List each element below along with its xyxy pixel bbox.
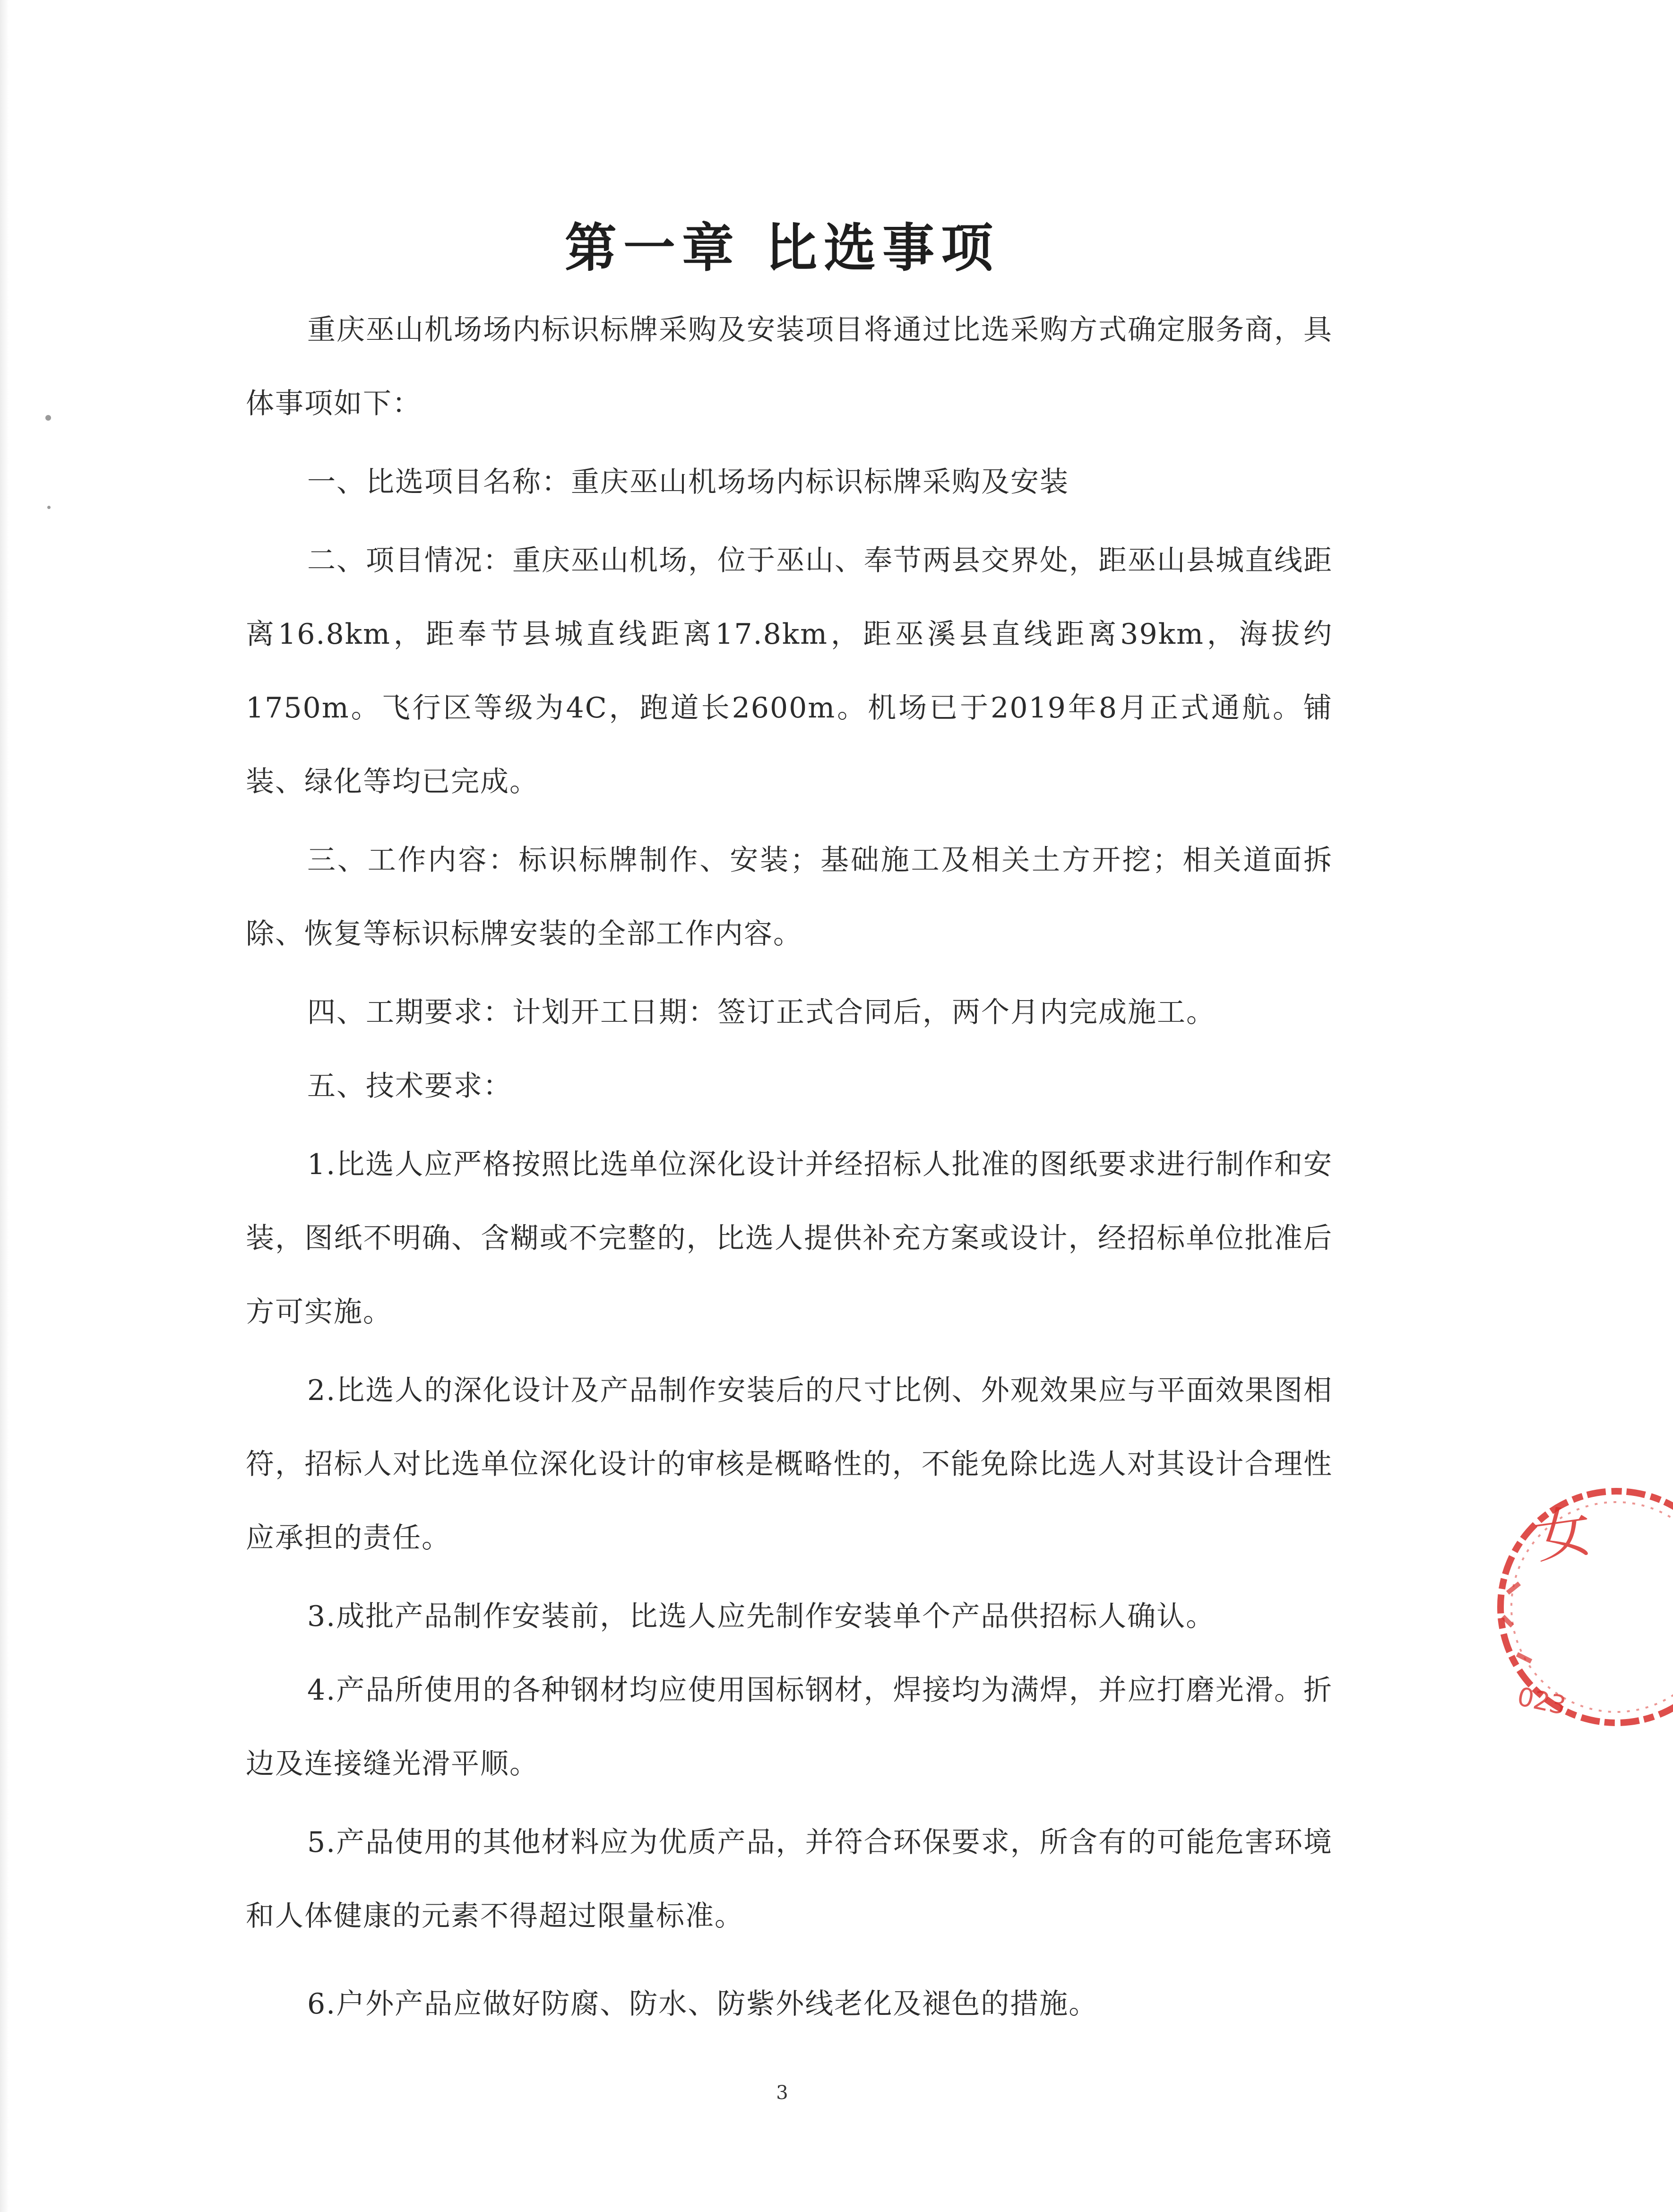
- paragraph-work-content: 三、工作内容：标识标牌制作、安装；基础施工及相关土方开挖；相关道面拆除、恢复等标识标牌安装的全部工作内容。: [246, 844, 1333, 950]
- stamp-code: 023: [1515, 1681, 1569, 1721]
- paragraph-tech-3: 3.成批产品制作安装前，比选人应先制作安装单个产品供招标人确认。: [307, 1600, 1216, 1633]
- paragraph-project-info: 二、项目情况：重庆巫山机场，位于巫山、奉节两县交界处，距巫山县城直线距离16.8km，距奉节县城直线距离17.8km，距巫溪县直线距离39km，海拔约1750m。飞行区等级为4C，跑道长2600m。机场已于2019年8月正式通航。铺装、绿化等均已完成。: [246, 544, 1333, 798]
- scan-left-edge: [0, 0, 9, 2212]
- paragraph-tech-4: 4.产品所使用的各种钢材均应使用国标钢材，焊接均为满焊，并应打磨光滑。折边及连接缝光滑平顺。: [246, 1674, 1333, 1780]
- page-number: 3: [776, 2082, 788, 2104]
- scan-speck: [47, 506, 51, 509]
- paragraph-schedule: 四、工期要求：计划开工日期：签订正式合同后，两个月内完成施工。: [307, 996, 1216, 1029]
- paragraph-tech-2: 2.比选人的深化设计及产品制作安装后的尺寸比例、外观效果应与平面效果图相符，招标人对比选单位深化设计的审核是概略性的，不能免除比选人对其设计合理性应承担的责任。: [246, 1374, 1333, 1555]
- paragraph-intro: 重庆巫山机场场内标识标牌采购及安装项目将通过比选采购方式确定服务商，具体事项如下：: [246, 313, 1333, 420]
- stamp-char: 女: [1530, 1498, 1596, 1572]
- paragraph-tech-heading: 五、技术要求：: [307, 1070, 512, 1103]
- document-body: [246, 293, 1333, 2041]
- paragraph-tech-1: 1.比选人应严格按照比选单位深化设计并经招标人批准的图纸要求进行制作和安装，图纸不明确、含糊或不完整的，比选人提供补充方案或设计，经招标单位批准后方可实施。: [246, 1148, 1333, 1329]
- red-seal-stamp: [1475, 1475, 1673, 1739]
- scan-speck: [45, 415, 51, 421]
- paragraph-tech-6: 6.户外产品应做好防腐、防水、防紫外线老化及褪色的措施。: [307, 1987, 1098, 2021]
- chapter-title: 第一章 比选事项: [564, 217, 1000, 278]
- paragraph-project-name: 一、比选项目名称：重庆巫山机场场内标识标牌采购及安装: [307, 466, 1069, 499]
- paragraph-tech-5: 5.产品使用的其他材料应为优质产品，并符合环保要求，所含有的可能危害环境和人体健康的元素不得超过限量标准。: [246, 1826, 1333, 1933]
